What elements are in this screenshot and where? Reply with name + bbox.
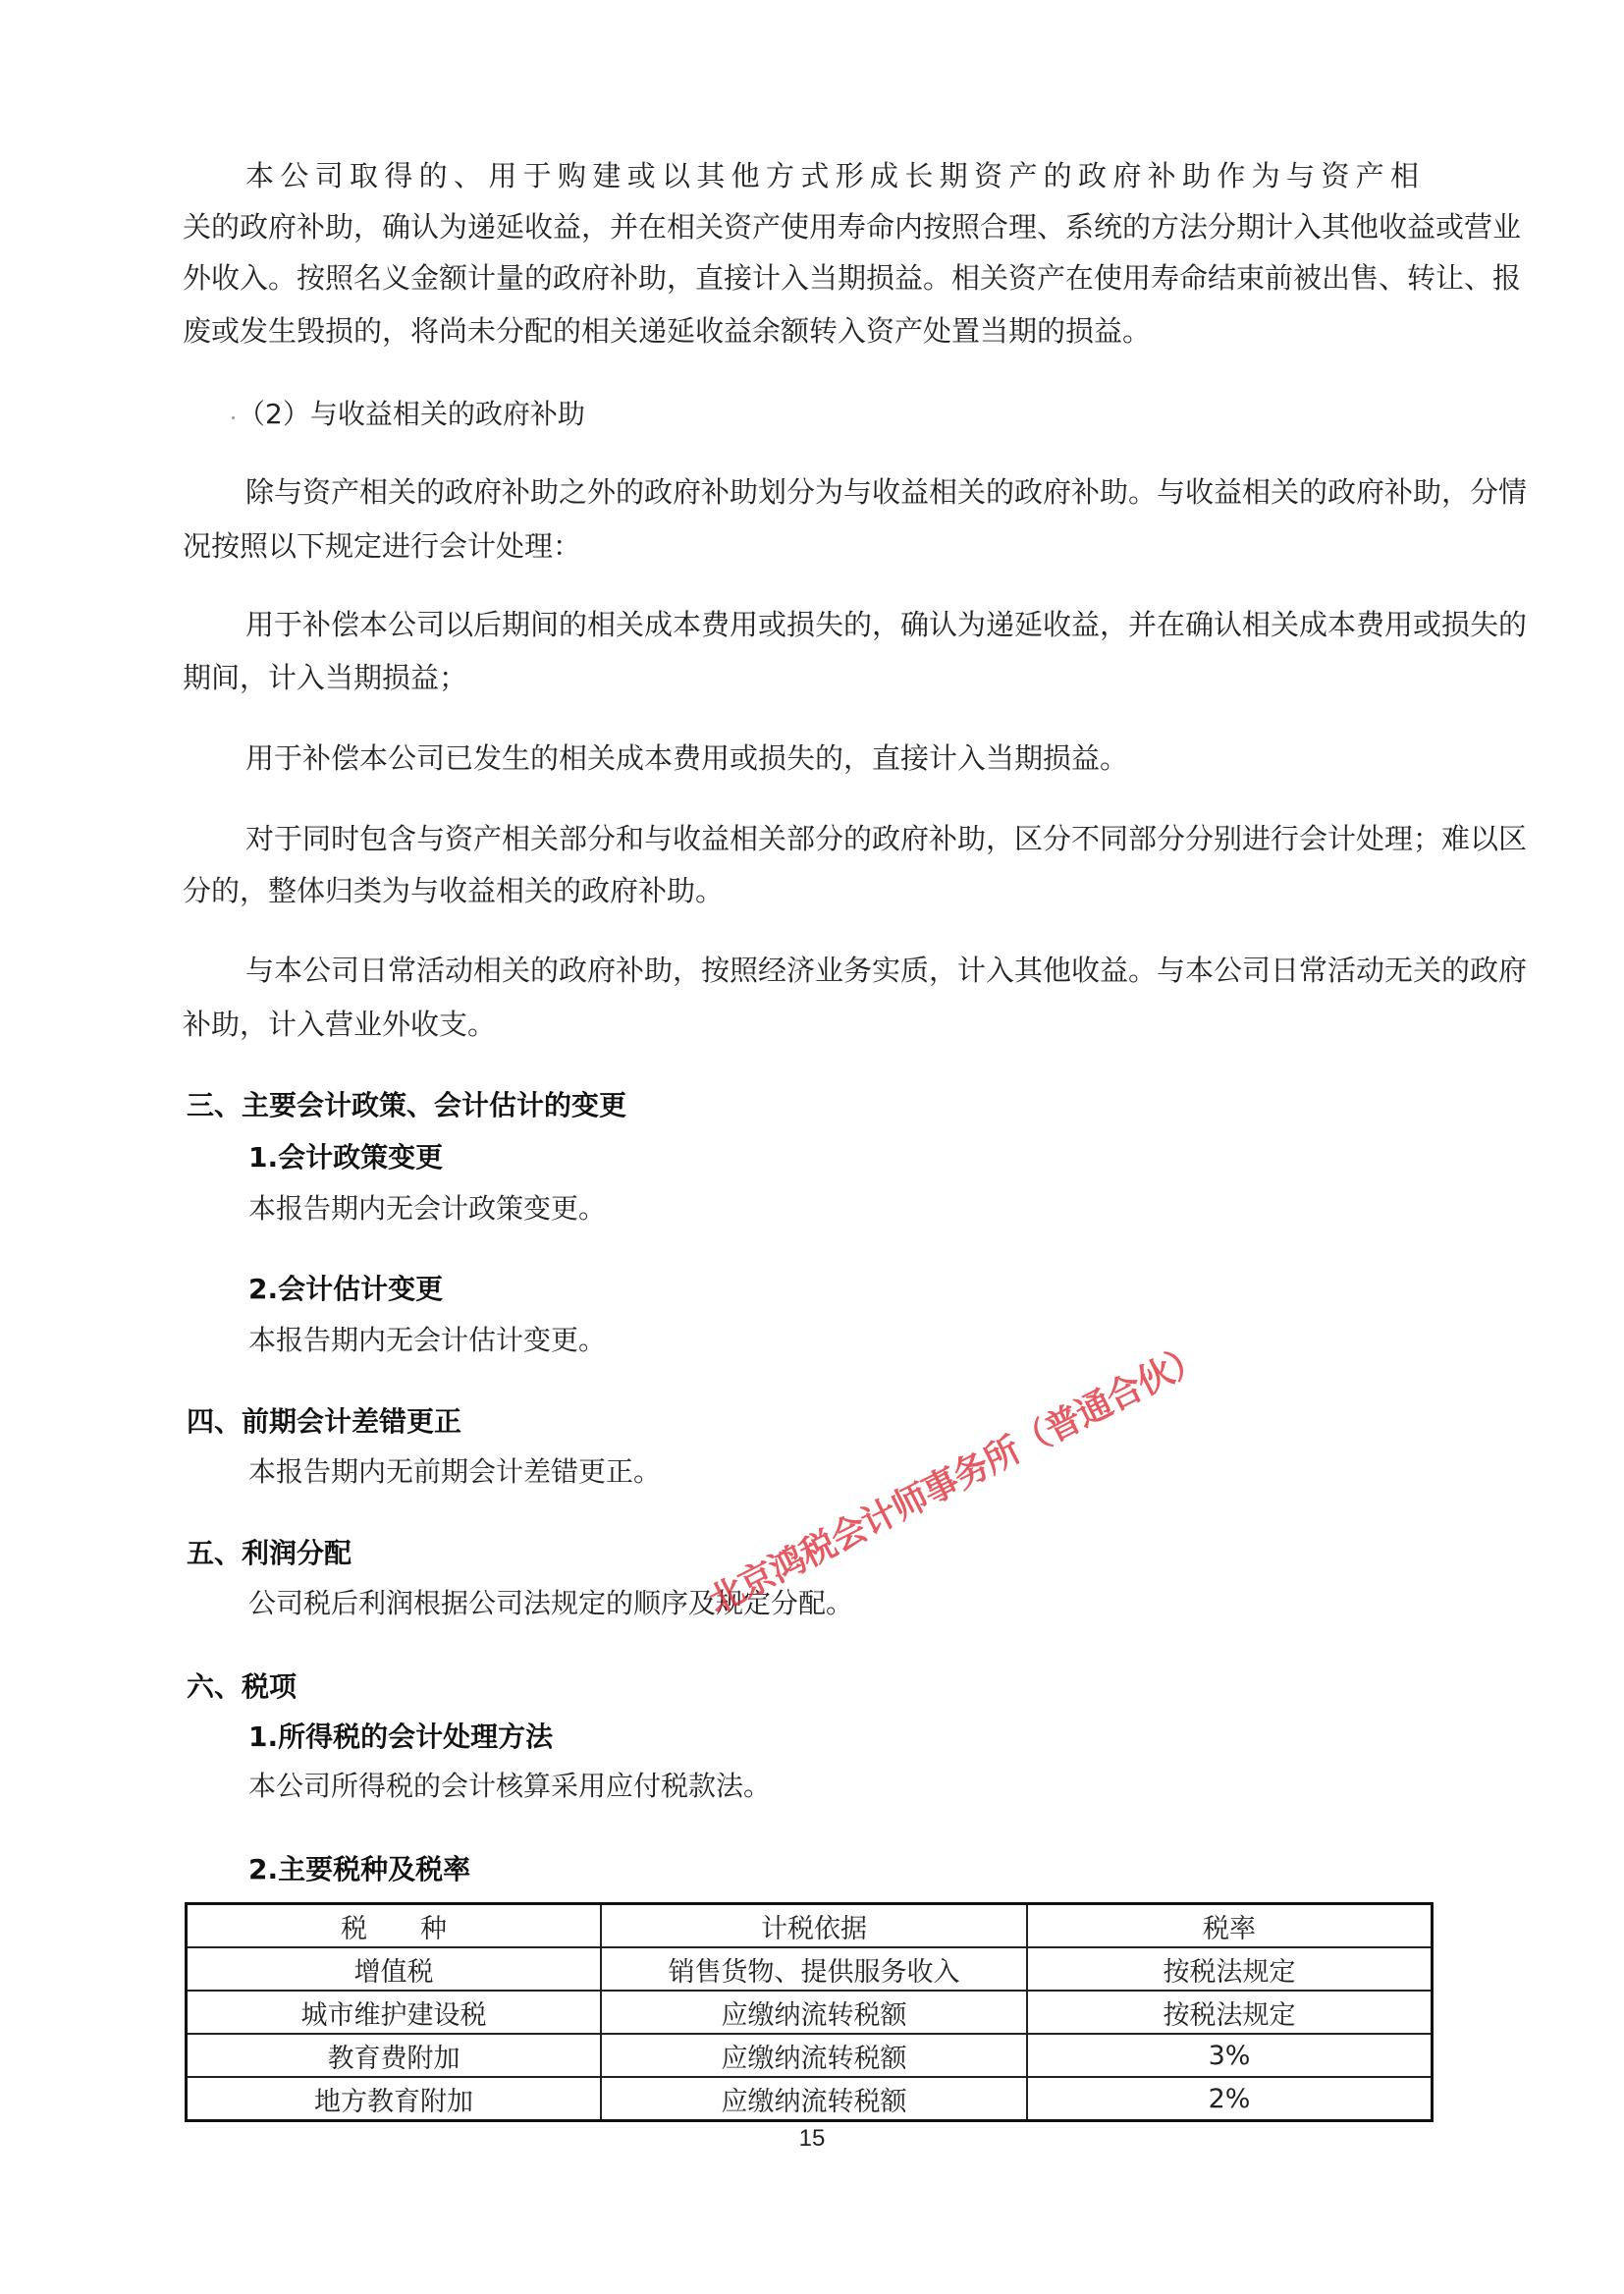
table-cell: 按税法规定 [1027,1991,1433,2034]
paragraph-line: 与本公司日常活动相关的政府补助，按照经济业务实质，计入其他收益。与本公司日常活动无关的政府 [245,954,1528,987]
firm-stamp: 北京鸿税会计师事务所（普通合伙） [701,1337,1211,1622]
table-row [187,1947,1433,1991]
table-cell: 地方教育附加 [187,2077,602,2121]
table-cell: 应缴纳流转税额 [601,2077,1027,2121]
paragraph-line: 本公司取得的、用于购建或以其他方式形成长期资产的政府补助作为与资产相 [245,159,1419,192]
header-cell: 税 种 [187,1904,602,1948]
subsection-heading: 1.所得税的会计处理方法 [248,1720,554,1753]
header-cell: 计税依据 [601,1904,1027,1948]
paragraph-line: 补助，计入营业外收支。 [183,1008,497,1041]
section-text: 本报告期内无会计估计变更。 [248,1324,607,1356]
scan-speck [232,416,235,419]
paragraph-line: 用于补偿本公司已发生的相关成本费用或损失的，直接计入当期损益。 [245,741,1129,775]
section-heading: 三、主要会计政策、会计估计的变更 [187,1089,627,1121]
paragraph-line: 关的政府补助，确认为递延收益，并在相关资产使用寿命内按照合理、系统的方法分期计入其他收益或营业 [183,210,1522,244]
table-cell: 应缴纳流转税额 [601,1991,1027,2034]
section-heading: 五、利润分配 [187,1537,352,1569]
table-cell: 2% [1027,2077,1433,2121]
table-cell: 增值税 [187,1947,602,1991]
table-header-row [187,1904,1433,1948]
table-row [187,2077,1433,2121]
table-cell: 3% [1027,2034,1433,2077]
table-cell: 按税法规定 [1027,1947,1433,1991]
section-heading: 六、税项 [187,1670,298,1703]
paragraph-line: 用于补偿本公司以后期间的相关成本费用或损失的，确认为递延收益，并在确认相关成本费用或损失的 [245,608,1528,641]
paragraph-line: 废或发生毁损的，将尚未分配的相关递延收益余额转入资产处置当期的损益。 [183,314,1152,348]
table-cell: 教育费附加 [187,2034,602,2077]
section-text: 本报告期内无会计政策变更。 [248,1192,607,1225]
section-text: 本公司所得税的会计核算采用应付税款法。 [248,1770,772,1802]
paragraph-line: 除与资产相关的政府补助之外的政府补助划分为与收益相关的政府补助。与收益相关的政府补助，分情 [245,475,1528,509]
paragraph-line: 对于同时包含与资产相关部分和与收益相关部分的政府补助，区分不同部分分别进行会计处理；难以区 [245,822,1528,855]
tax-table [185,1902,1434,2122]
paragraph-line: 外收入。按照名义金额计量的政府补助，直接计入当期损益。相关资产在使用寿命结束前被出售、转让、报 [183,261,1522,295]
header-cell: 税率 [1027,1904,1433,1948]
table-cell: 销售货物、提供服务收入 [601,1947,1027,1991]
table-row [187,1991,1433,2034]
subsection-heading: 2.会计估计变更 [248,1273,444,1305]
paragraph-line: 期间，计入当期损益； [183,661,468,694]
section-text: 本报告期内无前期会计差错更正。 [248,1455,662,1488]
page-number: 15 [798,2125,826,2152]
subsection-heading: 2.主要税种及税率 [248,1853,471,1885]
subsection-heading: 1.会计政策变更 [248,1141,444,1174]
paragraph-line: 分的，整体归类为与收益相关的政府补助。 [183,874,725,907]
table-cell: 城市维护建设税 [187,1991,602,2034]
table-cell: 应缴纳流转税额 [601,2034,1027,2077]
section-heading: 四、前期会计差错更正 [187,1405,462,1438]
table-row [187,2034,1433,2077]
section-text: 公司税后利润根据公司法规定的顺序及规定分配。 [248,1587,854,1619]
subheading: （2）与收益相关的政府补助 [238,398,585,430]
paragraph-line: 况按照以下规定进行会计处理： [183,529,582,563]
